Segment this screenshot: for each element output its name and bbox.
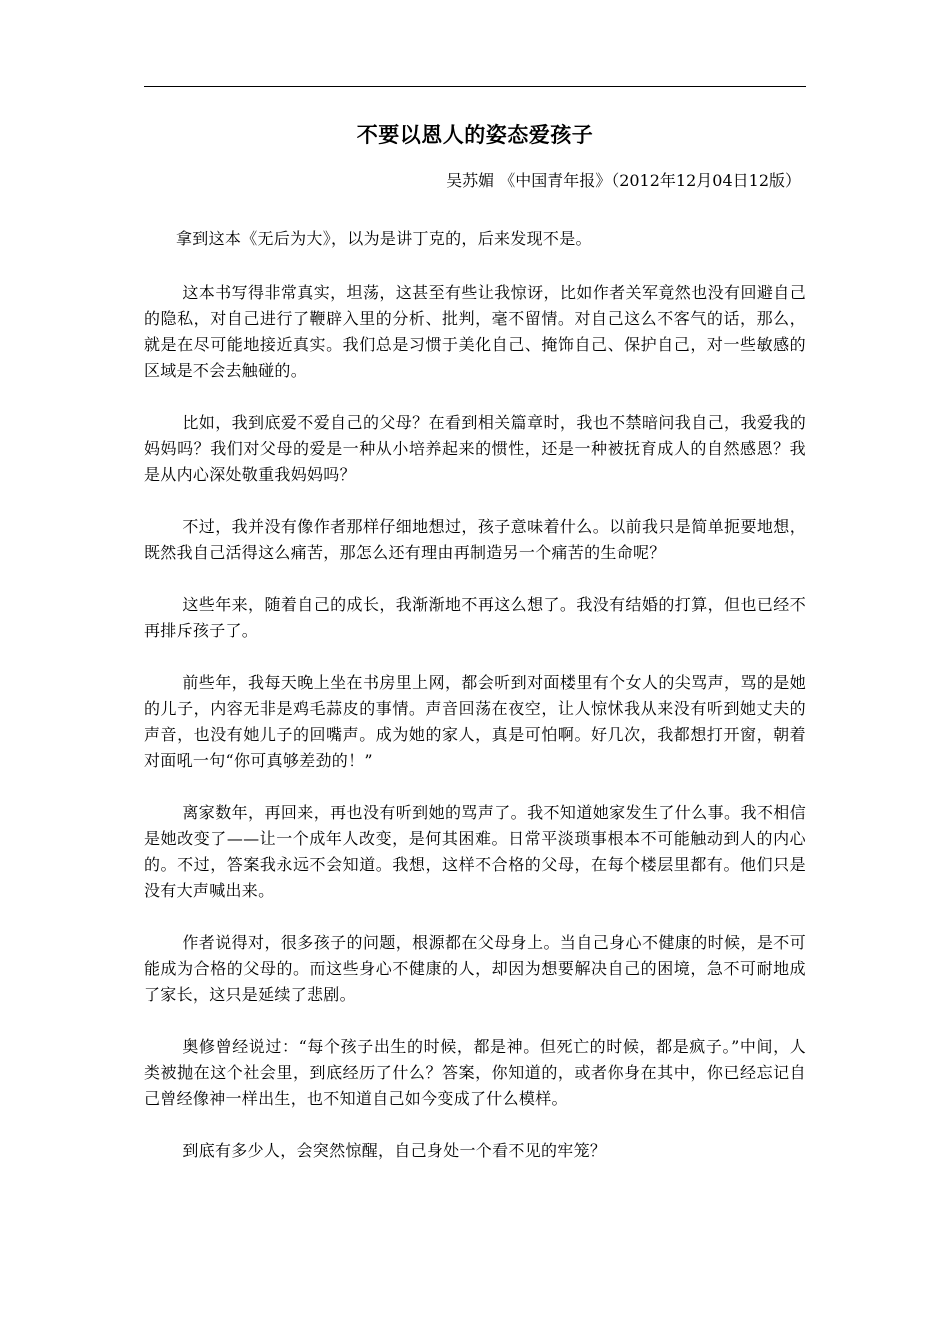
paragraph-5: 这些年来，随着自己的成长，我渐渐地不再这么想了。我没有结婚的打算，但也已经不再排斥孩子了。 — [144, 595, 806, 640]
paragraph-4: 不过，我并没有像作者那样仔细地想过，孩子意味着什么。以前我只是简单扼要地想，既然我自己活得这么痛苦，那怎么还有理由再制造另一个痛苦的生命呢？ — [144, 517, 806, 562]
paragraph-7: 离家数年，再回来，再也没有听到她的骂声了。我不知道她家发生了什么事。我不相信是她改变了——让一个成年人改变，是何其困难。日常平淡琐事根本不可能触动到人的内心的。不过，答案我永远不会知道。我想，这样不合格的父母，在每个楼层里都有。他们只是没有大声喊出来。 — [144, 803, 806, 900]
paragraph-10: 到底有多少人，会突然惊醒，自己身处一个看不见的牢笼？ — [182, 1141, 607, 1160]
article-title: 不要以恩人的姿态爱孩子 — [356, 123, 594, 147]
paragraph-1: 拿到这本《无后为大》，以为是讲丁克的，后来发现不是。 — [176, 229, 592, 248]
paragraph-6: 前些年，我每天晚上坐在书房里上网，都会听到对面楼里有个女人的尖骂声，骂的是她的儿子，内容无非是鸡毛蒜皮的事情。声音回荡在夜空，让人惊怵我从来没有听到她丈夫的声音，也没有她儿子的回嘴声。成为她的家人，真是可怕啊。好几次，我都想打开窗，朝着对面吼一句“你可真够差劲的！” — [144, 673, 806, 770]
paragraph-8: 作者说得对，很多孩子的问题，根源都在父母身上。当自己身心不健康的时候，是不可能成为合格的父母的。而这些身心不健康的人，却因为想要解决自己的困境，急不可耐地成了家长，这只是延续了悲剧。 — [144, 933, 806, 1004]
paragraph-3: 比如，我到底爱不爱自己的父母？在看到相关篇章时，我也不禁暗问我自己，我爱我的妈妈吗？我们对父母的爱是一种从小培养起来的惯性，还是一种被抚育成人的自然感恩？我是从内心深处敬重我妈妈吗？ — [144, 413, 806, 484]
article-byline: 吴苏媚 《中国青年报》（2012年12月04日12版） — [446, 171, 801, 190]
paragraph-2: 这本书写得非常真实，坦荡，这甚至有些让我惊讶，比如作者关军竟然也没有回避自己的隐私，对自己进行了鞭辟入里的分析、批判，毫不留情。对自己这么不客气的话，那么，就是在尽可能地接近真实。我们总是习惯于美化自己、掩饰自己、保护自己，对一些敏感的区域是不会去触碰的。 — [144, 283, 806, 380]
header-rule — [144, 86, 806, 87]
paragraph-9: 奥修曾经说过：“每个孩子出生的时候，都是神。但死亡的时候，都是疯子。”中间，人类被抛在这个社会里，到底经历了什么？答案，你知道的，或者你身在其中，你已经忘记自己曾经像神一样出生，也不知道自己如今变成了什么模样。 — [144, 1037, 806, 1108]
article-body — [144, 226, 806, 1190]
